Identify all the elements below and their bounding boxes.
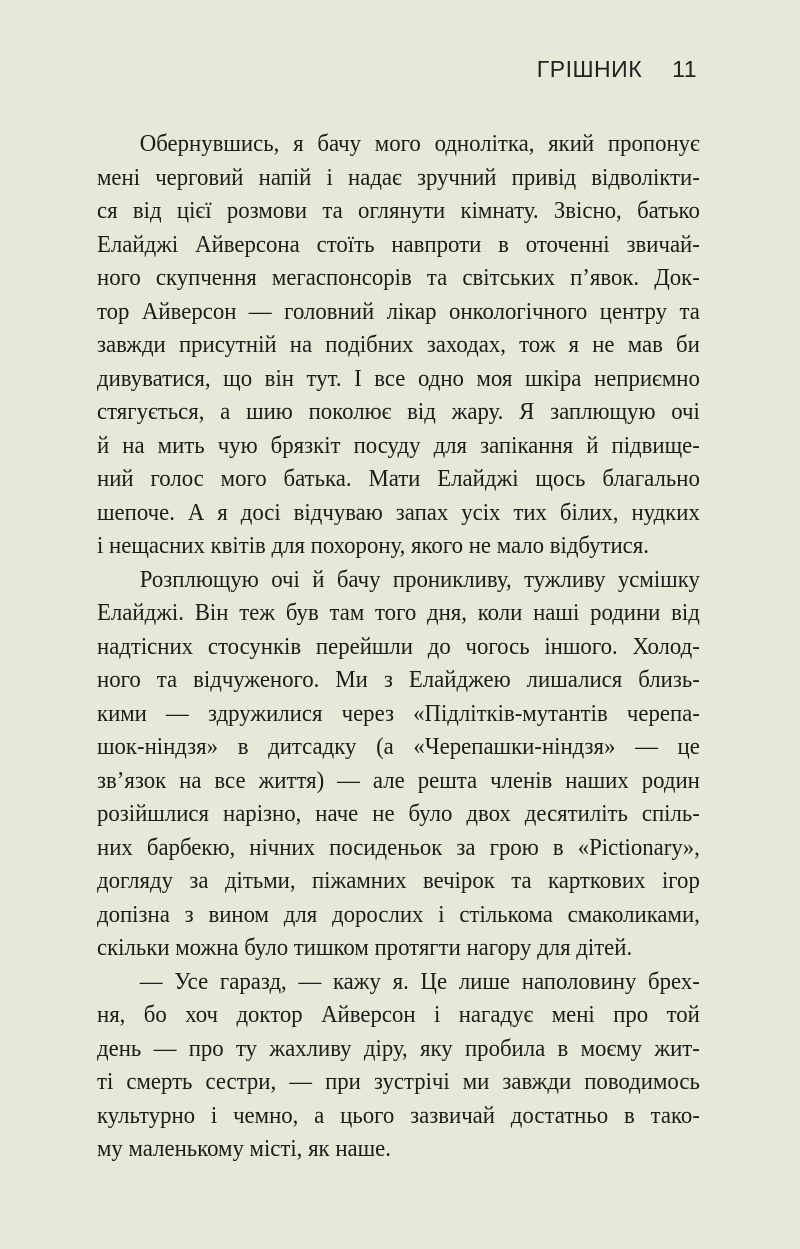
text-line: Обернувшись, я бачу мого однолітка, який пропонує	[139, 130, 700, 157]
text-line: му маленькому місті, як наше.	[97, 1135, 391, 1162]
text-line: стягується, а шию поколює від жару. Я заплющую очі	[97, 398, 700, 425]
text-line: завжди присутній на подібних заходах, тож я не мав би	[97, 331, 700, 358]
text-line: дивуватися, що він тут. І все одно моя шкіра неприємно	[97, 364, 700, 392]
text-line: — Усе гаразд, — кажу я. Це лише наполовину брех-	[139, 967, 700, 995]
text-line: Елайджі. Він теж був там того дня, коли наші родини від	[97, 599, 700, 626]
text-line: догляду за дітьми, піжамних вечірок та карткових ігор	[97, 867, 700, 894]
text-line: ного та відчуженого. Ми з Елайджею лишалися близь-	[97, 666, 700, 693]
text-line: Елайджі Айверсона стоїть навпроти в оточенні звичай-	[97, 230, 700, 258]
text-line: ті смерть сестри, — при зустрічі ми завжди поводимось	[97, 1068, 700, 1095]
text-line: культурно і чемно, а цього зазвичай достатньо в тако-	[97, 1101, 700, 1129]
running-header	[537, 56, 697, 83]
text-line: день — про ту жахливу діру, яку пробила в моєму жит-	[97, 1034, 700, 1062]
text-line: мені черговий напій і надає зручний привід відволікти-	[97, 163, 700, 191]
text-line: шепоче. А я досі відчуваю запах усіх тих білих, нудких	[97, 498, 700, 526]
text-line: Розплющую очі й бачу проникливу, тужливу усмішку	[139, 565, 700, 593]
text-line: ся від цієї розмови та оглянути кімнату. Звісно, батько	[97, 197, 700, 224]
text-line: ний голос мого батька. Мати Елайджі щось благально	[97, 465, 700, 492]
paragraph	[97, 127, 700, 563]
paragraph	[97, 965, 700, 1166]
text-line: тор Айверсон — головний лікар онкологічного центру та	[97, 297, 700, 325]
text-line: й на мить чую брязкіт посуду для запікання й підвище-	[97, 431, 700, 459]
page-number: 11	[672, 56, 697, 82]
text-line: них барбекю, нічних посиденьок за грою в «Pictionary»,	[97, 833, 700, 861]
text-line: скільки можна було тишком протягти нагору для дітей.	[97, 934, 633, 961]
text-line: ного скупчення мегаспонсорів та світських п’явок. Док-	[97, 264, 700, 291]
text-line: кими — здружилися через «Підлітків-мутантів черепа-	[97, 699, 700, 727]
text-line: шок-ніндзя» в дитсадку (а «Черепашки-ніндзя» — це	[97, 733, 700, 760]
body-text	[97, 127, 700, 1166]
text-line: зв’язок на все життя) — але решта членів наших родин	[97, 766, 700, 794]
text-line: ня, бо хоч доктор Айверсон і нагадує мені про той	[97, 1001, 700, 1028]
paragraph	[97, 563, 700, 965]
text-line: і нещасних квітів для похорону, якого не мало відбутися.	[97, 532, 649, 559]
text-line: розійшлися нарізно, наче не було двох десятиліть спіль-	[97, 800, 700, 827]
running-title: ГРІШНИК	[536, 56, 643, 82]
text-line: допізна з вином для дорослих і стількома смаколиками,	[97, 900, 700, 928]
text-line: надтісних стосунків перейшли до чогось іншого. Холод-	[97, 632, 700, 660]
